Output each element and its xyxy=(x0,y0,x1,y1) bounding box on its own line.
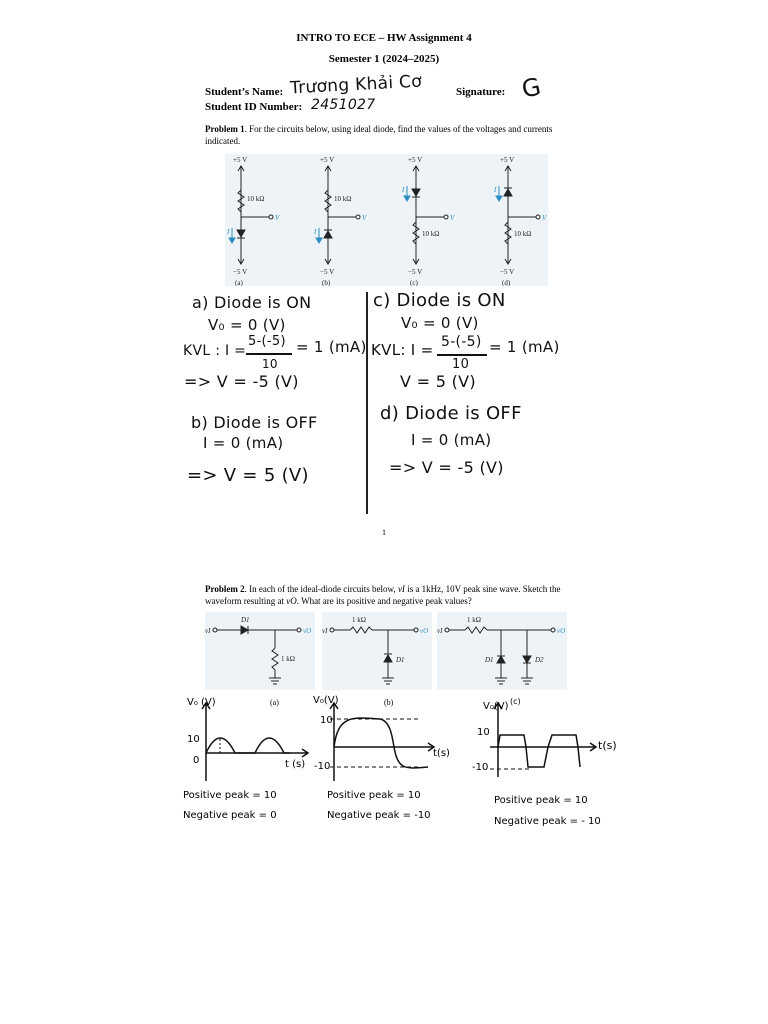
document-title: INTRO TO ECE – HW Assignment 4 xyxy=(296,32,472,44)
answer-a-line2: V₀ = 0 (V) xyxy=(208,316,286,334)
student-name-label: Student’s Name: xyxy=(205,86,284,98)
answer-a-kvl: KVL : I = xyxy=(183,343,247,359)
sketch-c-pos-peak: Positive peak = 10 xyxy=(494,795,588,806)
sketch-c-caption: (c) xyxy=(510,697,521,706)
p2c-out: vO xyxy=(557,627,566,635)
signature-mark: G xyxy=(519,72,544,104)
answer-c-denominator: 10 xyxy=(452,357,470,372)
p2b-in: vI xyxy=(322,627,328,635)
circuit-b-bottom: −5 V xyxy=(320,268,335,276)
p2b-diode: D1 xyxy=(396,656,405,664)
sketch-b-axes xyxy=(330,703,434,781)
circuit-b-resistor: 10 kΩ xyxy=(334,195,352,203)
p2c-resistor: 1 kΩ xyxy=(467,616,481,624)
problem2-text-3: . What are its positive and negative peak values? xyxy=(296,596,472,606)
sketch-c-ytick-pos: 10 xyxy=(477,727,490,738)
circuit-a-current: I xyxy=(227,228,230,236)
signature-label: Signature: xyxy=(456,86,506,98)
circuit-d-top: +5 V xyxy=(500,156,515,164)
answer-c-final: V = 5 (V) xyxy=(400,372,476,391)
problem2-circuit-a xyxy=(205,612,315,690)
p2b-out: vO xyxy=(420,627,429,635)
sketch-a-pos-peak: Positive peak = 10 xyxy=(183,790,277,801)
circuit-d-resistor: 10 kΩ xyxy=(514,230,532,238)
sketch-c-ytick-neg: -10 xyxy=(472,762,489,773)
semester-line: Semester 1 (2024–2025) xyxy=(328,53,440,65)
answer-a-final: => V = -5 (V) xyxy=(184,372,299,391)
problem2-circuit-b-svg xyxy=(322,612,432,690)
circuit-c-node: V xyxy=(450,214,455,222)
circuit-a xyxy=(237,166,273,264)
problem1-circuits-figure xyxy=(225,154,548,286)
problem1-statement xyxy=(205,123,555,147)
circuit-a-top: +5 V xyxy=(233,156,248,164)
problem1-text: . For the circuits below, using ideal diode, find the values of the voltages and currents indicated. xyxy=(205,124,553,146)
sketch-c-ylabel: V₀(V) xyxy=(483,701,509,712)
circuit-d-caption: (d) xyxy=(502,279,511,286)
p2a-caption: (a) xyxy=(270,698,279,707)
problem1-circuits-svg xyxy=(225,154,548,286)
p2a-in: vI xyxy=(205,627,211,635)
sketch-a-neg-peak: Negative peak = 0 xyxy=(183,810,277,821)
circuit-b-caption: (b) xyxy=(322,279,331,286)
circuit-c-caption: (c) xyxy=(410,279,418,286)
sketch-a-waveform xyxy=(206,738,290,753)
answer-a-numerator: 5-(-5) xyxy=(248,334,286,349)
answer-b-final: => V = 5 (V) xyxy=(187,465,309,486)
p2a-out: vO xyxy=(303,627,312,635)
problem2-circuit-c-svg xyxy=(437,612,567,690)
circuit-a-resistor: 10 kΩ xyxy=(247,195,265,203)
problem2-text-2: is a 1kHz, 10V peak sine wave. Sketch the waveform resulting at xyxy=(205,584,561,606)
answer-c-fraction-bar xyxy=(437,354,487,356)
circuit-a-bottom: −5 V xyxy=(233,268,248,276)
answer-d-final: => V = -5 (V) xyxy=(389,458,504,477)
p2c-diode2: D2 xyxy=(535,656,544,664)
circuit-d xyxy=(504,166,540,264)
problem1-label: Problem 1 xyxy=(205,124,245,134)
answer-a-denominator: 10 xyxy=(262,357,278,371)
p2c-diode1: D1 xyxy=(485,656,494,664)
answer-c-line2: V₀ = 0 (V) xyxy=(401,314,479,332)
sketch-b-waveform xyxy=(334,718,428,768)
problem2-label: Problem 2 xyxy=(205,584,245,594)
circuit-a-node: V xyxy=(275,214,280,222)
problem2-circuit-b xyxy=(322,612,432,690)
circuit-b-top: +5 V xyxy=(320,156,335,164)
circuit-b-node: V xyxy=(362,214,367,222)
answers-divider xyxy=(366,292,368,514)
p2b-caption: (b) xyxy=(384,698,394,707)
student-id-label: Student ID Number: xyxy=(205,101,303,113)
student-id-value: 2451027 xyxy=(311,97,376,113)
circuit-d-bottom: −5 V xyxy=(500,268,515,276)
sketch-b-xlabel: t(s) xyxy=(433,748,450,759)
circuit-a-caption: (a) xyxy=(235,279,243,286)
circuit-c-bottom: −5 V xyxy=(408,268,423,276)
answer-c-line1: c) Diode is ON xyxy=(373,290,506,311)
sketch-b-neg-peak: Negative peak = -10 xyxy=(327,810,431,821)
p2b-resistor: 1 kΩ xyxy=(352,616,366,624)
page-number: 1 xyxy=(382,528,386,537)
answer-c-result: = 1 (mA) xyxy=(489,338,560,356)
sketch-a-ytick: 10 xyxy=(187,734,200,745)
p2a-resistor: 1 kΩ xyxy=(281,655,295,663)
circuit-d-node: V xyxy=(542,214,547,222)
sketch-c-neg-peak: Negative peak = - 10 xyxy=(494,816,601,827)
sketch-a-xlabel: t (s) xyxy=(285,759,306,770)
problem2-sketches-svg xyxy=(180,695,640,785)
sketch-a-origin: 0 xyxy=(193,755,200,766)
circuit-b-current: I xyxy=(314,228,317,236)
answer-b-line2: I = 0 (mA) xyxy=(203,434,284,452)
answer-d-line1: d) Diode is OFF xyxy=(380,403,522,424)
problem2-text-1: . In each of the ideal-diode circuits below, xyxy=(244,584,398,594)
answer-b-line1: b) Diode is OFF xyxy=(191,413,318,432)
circuit-c-top: +5 V xyxy=(408,156,423,164)
sketch-b-ylabel: V₀(V) xyxy=(313,695,339,706)
problem2-circuit-c xyxy=(437,612,567,690)
circuit-c-current: I xyxy=(402,186,405,194)
answer-c-kvl: KVL: I = xyxy=(371,341,434,359)
sketch-b-ytick-pos: 10 xyxy=(320,715,333,726)
sketch-c-xlabel: t(s) xyxy=(598,739,617,752)
sketch-b-ytick-neg: -10 xyxy=(314,761,331,772)
circuit-d-current: I xyxy=(494,186,497,194)
problem2-vo: vO xyxy=(286,596,297,606)
answer-d-line2: I = 0 (mA) xyxy=(411,431,492,449)
p2a-diode: D1 xyxy=(241,616,250,624)
answer-a-result: = 1 (mA) xyxy=(296,338,367,356)
answer-a-line1: a) Diode is ON xyxy=(192,293,312,312)
p2c-in: vI xyxy=(437,627,443,635)
answer-c-numerator: 5-(-5) xyxy=(441,334,482,350)
problem2-circuit-a-svg xyxy=(205,612,315,690)
problem2-statement xyxy=(205,583,570,607)
circuit-c-resistor: 10 kΩ xyxy=(422,230,440,238)
answer-a-fraction-bar xyxy=(246,353,292,355)
problem2-vi: vI xyxy=(397,584,405,594)
sketch-c-waveform xyxy=(498,735,580,767)
circuit-b xyxy=(324,166,360,264)
student-name-value: Trương Khải Cơ xyxy=(289,71,423,99)
sketch-a-ylabel: V₀ (V) xyxy=(187,697,216,708)
circuit-c xyxy=(412,166,448,264)
sketch-b-pos-peak: Positive peak = 10 xyxy=(327,790,421,801)
